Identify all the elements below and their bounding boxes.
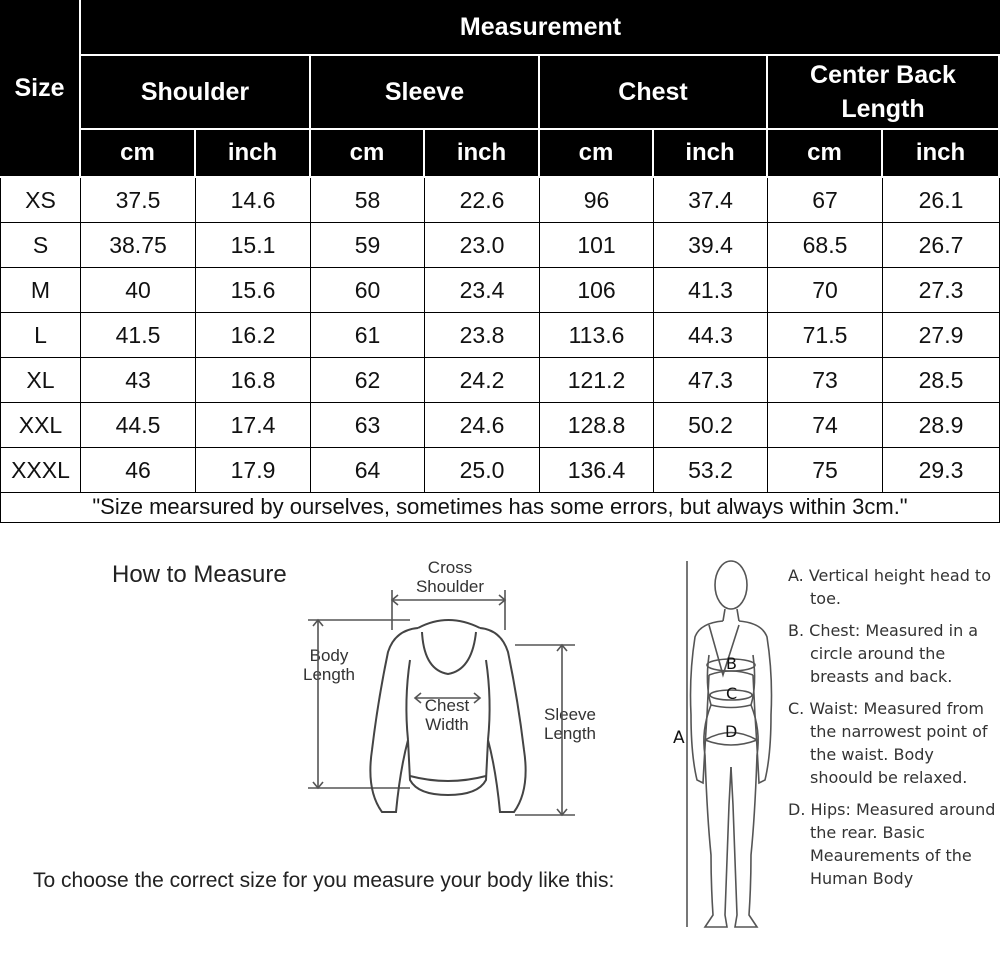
legend-item-a: A. Vertical height head to toe. (788, 566, 991, 608)
value-cell: 27.9 (883, 313, 1000, 358)
value-cell: 73 (768, 358, 883, 403)
value-cell: 26.1 (883, 178, 1000, 223)
measurement-note: "Size mearsured by ourselves, sometimes has some errors, but always within 3cm." (0, 491, 1000, 523)
value-cell: 75 (768, 448, 883, 493)
group-header-0: Shoulder (81, 56, 309, 128)
size-header: Size (0, 0, 79, 176)
value-cell: 64 (311, 448, 425, 493)
value-cell: 41.5 (81, 313, 196, 358)
value-cell: 61 (311, 313, 425, 358)
value-cell: 28.5 (883, 358, 1000, 403)
value-cell: 67 (768, 178, 883, 223)
value-cell: 17.4 (196, 403, 311, 448)
group-header-1: Sleeve (311, 56, 538, 128)
legend-item-c: C. Waist: Measured from the narrowest point of the waist. Body shoould be relaxed. (788, 699, 988, 787)
value-cell: 24.6 (425, 403, 540, 448)
value-cell: 113.6 (540, 313, 654, 358)
figure-label-b: B (726, 654, 737, 673)
value-cell: 27.3 (883, 268, 1000, 313)
value-cell: 24.2 (425, 358, 540, 403)
body-length-label: Body Length (303, 646, 355, 684)
value-cell: 26.7 (883, 223, 1000, 268)
value-cell: 59 (311, 223, 425, 268)
value-cell: 29.3 (883, 448, 1000, 493)
size-cell: S (0, 223, 81, 268)
value-cell: 41.3 (654, 268, 768, 313)
value-cell: 128.8 (540, 403, 654, 448)
unit-header: cm (311, 130, 423, 176)
value-cell: 39.4 (654, 223, 768, 268)
value-cell: 15.1 (196, 223, 311, 268)
chest-width-label: Chest Width (424, 696, 470, 734)
value-cell: 44.3 (654, 313, 768, 358)
unit-header: inch (196, 130, 309, 176)
cross-shoulder-label: Cross Shoulder (415, 558, 485, 596)
figure-label-d: D (725, 722, 738, 741)
value-cell: 46 (81, 448, 196, 493)
value-cell: 96 (540, 178, 654, 223)
value-cell: 70 (768, 268, 883, 313)
value-cell: 17.9 (196, 448, 311, 493)
unit-header: cm (540, 130, 652, 176)
value-cell: 62 (311, 358, 425, 403)
value-cell: 74 (768, 403, 883, 448)
value-cell: 15.6 (196, 268, 311, 313)
group-header-2: Chest (540, 56, 766, 128)
value-cell: 136.4 (540, 448, 654, 493)
value-cell: 40 (81, 268, 196, 313)
value-cell: 23.4 (425, 268, 540, 313)
measurement-legend (788, 564, 998, 899)
size-cell: M (0, 268, 81, 313)
value-cell: 53.2 (654, 448, 768, 493)
measurement-header: Measurement (81, 0, 1000, 54)
value-cell: 25.0 (425, 448, 540, 493)
sweater-diagram (300, 590, 600, 820)
value-cell: 37.4 (654, 178, 768, 223)
value-cell: 23.8 (425, 313, 540, 358)
size-cell: XS (0, 178, 81, 223)
value-cell: 47.3 (654, 358, 768, 403)
value-cell: 71.5 (768, 313, 883, 358)
value-cell: 60 (311, 268, 425, 313)
group-header-3: Center Back Length (768, 56, 998, 128)
instruction-text: To choose the correct size for you measure your body like this: (33, 869, 615, 892)
figure-label-a: A (673, 728, 685, 748)
value-cell: 38.75 (81, 223, 196, 268)
legend-item-d: D. Hips: Measured around the rear. Basic Meaurements of the Human Body (788, 800, 996, 888)
sleeve-length-label: Sleeve Length (544, 705, 596, 743)
how-to-measure-title: How to Measure (112, 561, 287, 588)
value-cell: 37.5 (81, 178, 196, 223)
figure-label-c: C (726, 684, 738, 703)
value-cell: 16.2 (196, 313, 311, 358)
size-cell: XL (0, 358, 81, 403)
value-cell: 14.6 (196, 178, 311, 223)
unit-header: inch (425, 130, 538, 176)
value-cell: 101 (540, 223, 654, 268)
size-cell: L (0, 313, 81, 358)
size-cell: XXL (0, 403, 81, 448)
value-cell: 28.9 (883, 403, 1000, 448)
value-cell: 68.5 (768, 223, 883, 268)
value-cell: 121.2 (540, 358, 654, 403)
unit-header: cm (81, 130, 194, 176)
size-cell: XXXL (0, 448, 81, 493)
value-cell: 23.0 (425, 223, 540, 268)
value-cell: 63 (311, 403, 425, 448)
value-cell: 22.6 (425, 178, 540, 223)
unit-header: cm (768, 130, 881, 176)
legend-item-b: B. Chest: Measured in a circle around the breasts and back. (788, 621, 979, 686)
body-figure-diagram (665, 555, 790, 945)
value-cell: 58 (311, 178, 425, 223)
value-cell: 50.2 (654, 403, 768, 448)
value-cell: 44.5 (81, 403, 196, 448)
value-cell: 16.8 (196, 358, 311, 403)
value-cell: 43 (81, 358, 196, 403)
value-cell: 106 (540, 268, 654, 313)
unit-header: inch (883, 130, 998, 176)
unit-header: inch (654, 130, 766, 176)
